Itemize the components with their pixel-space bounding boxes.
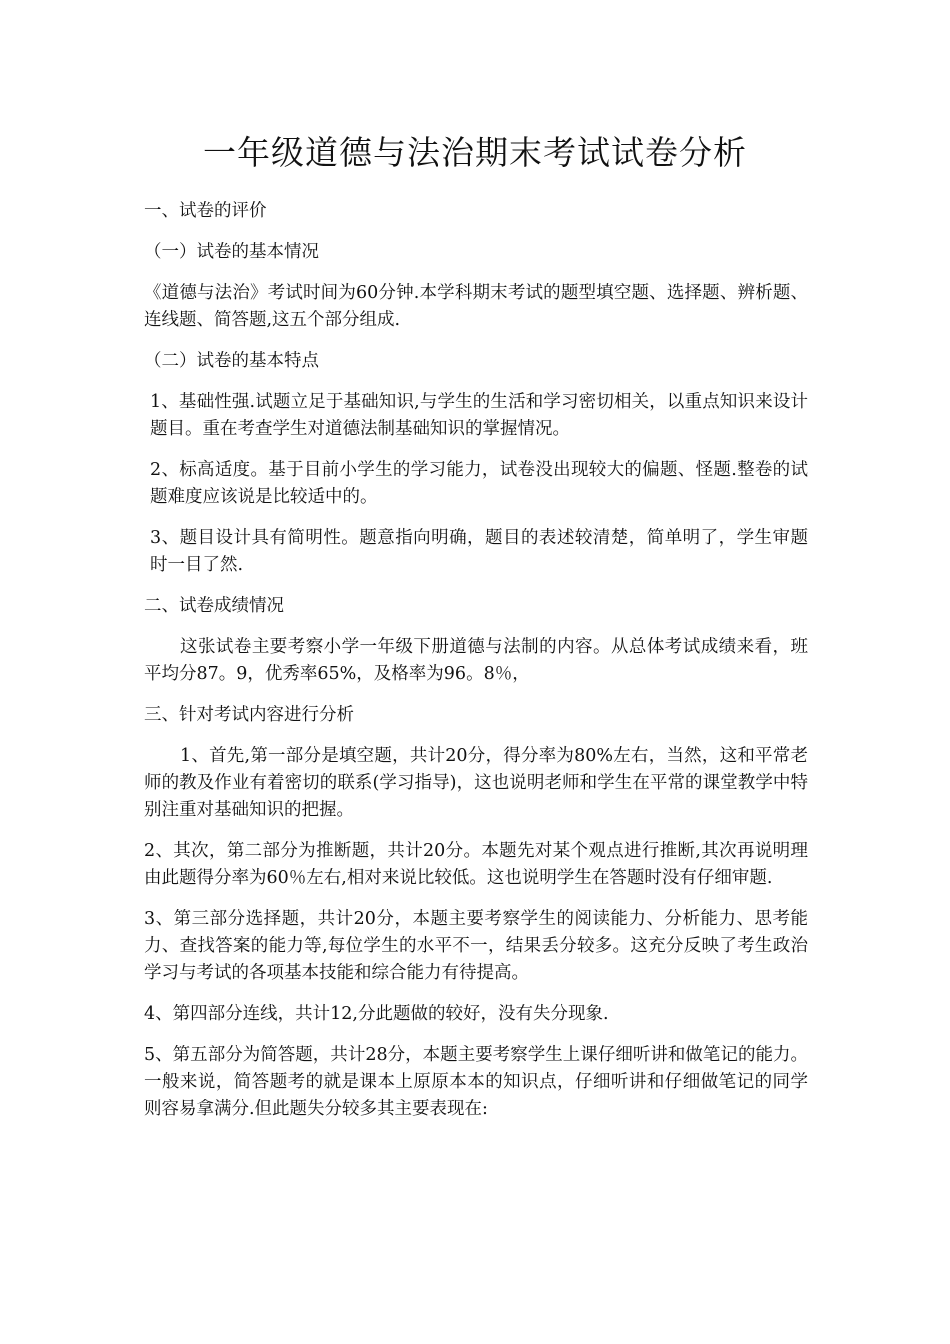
section-heading-scores: 二、试卷成绩情况 xyxy=(144,596,284,616)
paragraph-analysis-3: 3、第三部分选择题，共计20分，本题主要考察学生的阅读能力、分析能力、思考能力、查找答案的能力等,每位学生的水平不一，结果丢分较多。这充分反映了考生政治学习与考试的各项基本技能和综合能力有待提高。 xyxy=(144,909,808,983)
paragraph-analysis-1: 1、首先,第一部分是填空题，共计20分，得分率为80%左右，当然，这和平常老师的教及作业有着密切的联系(学习指导)，这也说明老师和学生在平常的课堂教学中特别注重对基础知识的把握。 xyxy=(144,746,808,820)
section-heading-analysis: 三、针对考试内容进行分析 xyxy=(144,705,354,725)
paragraph-analysis-4: 4、第四部分连线，共计12,分此题做的较好，没有失分现象. xyxy=(144,1004,609,1024)
paragraph-analysis-5: 5、第五部分为简答题，共计28分，本题主要考察学生上课仔细听讲和做笔记的能力。一般来说，简答题考的就是课本上原原本本的知识点，仔细听讲和仔细做笔记的同学则容易拿满分.但此题失分较多其主要表现在: xyxy=(144,1045,808,1119)
paragraph-analysis-2: 2、其次，第二部分为推断题，共计20分。本题先对某个观点进行推断,其次再说明理由此题得分率为60％左右,相对来说比较低。这也说明学生在答题时没有仔细审题. xyxy=(144,841,808,888)
subsection-heading-basic-situation: （一）试卷的基本情况 xyxy=(144,242,319,262)
paragraph-scores: 这张试卷主要考察小学一年级下册道德与法制的内容。从总体考试成绩来看，班平均分87。9，优秀率65%，及格率为96。8％， xyxy=(144,637,808,684)
paragraph-feature-3: 3、题目设计具有简明性。题意指向明确，题目的表述较清楚，简单明了，学生审题时一目了然. xyxy=(150,528,808,575)
paragraph-feature-1: 1、基础性强.试题立足于基础知识,与学生的生活和学习密切相关，以重点知识来设计题目。重在考查学生对道德法制基础知识的掌握情况。 xyxy=(150,392,808,439)
subsection-heading-basic-features: （二）试卷的基本特点 xyxy=(144,351,319,371)
paragraph-feature-2: 2、标高适度。基于目前小学生的学习能力，试卷没出现较大的偏题、怪题.整卷的试题难度应该说是比较适中的。 xyxy=(150,460,808,507)
paragraph-exam-overview: 《道德与法治》考试时间为60分钟.本学科期末考试的题型填空题、选择题、辨析题、连线题、简答题,这五个部分组成. xyxy=(144,283,808,330)
document-body xyxy=(144,198,808,1137)
section-heading-evaluation: 一、试卷的评价 xyxy=(144,201,267,221)
page-title: 一年级道德与法治期末考试试卷分析 xyxy=(203,133,747,172)
